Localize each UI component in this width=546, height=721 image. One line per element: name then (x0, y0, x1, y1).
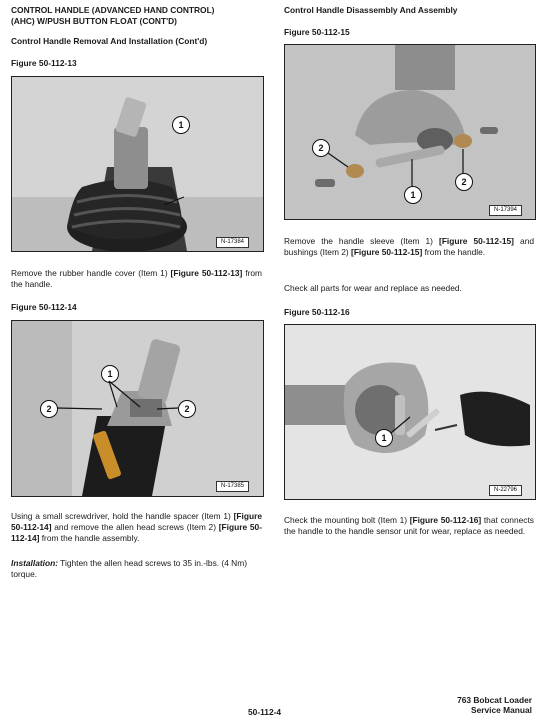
figure-reference: [Figure 50-112-15] (439, 236, 514, 246)
figure-14-id: N-17385 (216, 481, 249, 492)
installation-label: Installation: (11, 558, 58, 568)
figure-reference: [Figure 50-112-13] (170, 268, 243, 278)
callout-2-left: 2 (40, 400, 58, 418)
paragraph-hold-spacer: Using a small screwdriver, hold the handle spacer (Item 1) [Figure 50-112-14] and remove the allen head screws (Item 2) [Figure 50-112-14] from the handle assembly. (11, 511, 263, 543)
paragraph-check-bolt: Check the mounting bolt (Item 1) [Figure 50-112-16] that connects the handle to the handle sensor unit for wear, replace as needed. (284, 515, 534, 536)
callout-1: 1 (375, 429, 393, 447)
figure-16-photo (284, 324, 536, 500)
callout-1: 1 (172, 116, 190, 134)
paragraph-remove-cover: Remove the rubber handle cover (Item 1) [Figure 50-112-13] from the handle. (11, 268, 263, 289)
figure-reference: [Figure 50-112-16] (409, 515, 482, 525)
figure-13-photo (11, 76, 264, 252)
manual-title-line1: 763 Bobcat Loader (457, 695, 532, 705)
callout-leader-lines (285, 45, 535, 219)
callout-2-right: 2 (178, 400, 196, 418)
callout-2-left: 2 (312, 139, 330, 157)
figure-15-photo (284, 44, 536, 220)
figure-15-caption: Figure 50-112-15 (284, 27, 350, 37)
left-subtitle: Control Handle Removal And Installation (Cont'd) (11, 36, 208, 46)
figure-13-caption: Figure 50-112-13 (11, 58, 77, 68)
figure-15-id: N-17394 (489, 205, 522, 216)
figure-14-caption: Figure 50-112-14 (11, 302, 77, 312)
figure-reference: [Figure 50-112-14] (11, 522, 263, 543)
callout-leader-lines (12, 321, 263, 496)
paragraph-remove-sleeve: Remove the handle sleeve (Item 1) [Figure 50-112-15] and bushings (Item 2) [Figure 50-112-15] from the handle. (284, 236, 535, 257)
figure-14-photo (11, 320, 264, 497)
callout-leader-lines (285, 325, 535, 499)
page-number: 50-112-4 (248, 707, 282, 717)
figure-16-caption: Figure 50-112-16 (284, 307, 350, 317)
figure-16-id: N-22796 (489, 485, 522, 496)
section-title-line2: (AHC) W/PUSH BUTTON FLOAT (CONT'D) (11, 16, 177, 26)
figure-reference: [Figure 50-112-14] (11, 511, 262, 532)
section-title-line1: CONTROL HANDLE (ADVANCED HAND CONTROL) (11, 5, 215, 15)
manual-title-line2: Service Manual (471, 705, 532, 715)
callout-1: 1 (404, 186, 422, 204)
figure-13-id: N-17384 (216, 237, 249, 248)
callout-2-right: 2 (455, 173, 473, 191)
paragraph-installation: Installation: Tighten the allen head screws to 35 in.-lbs. (4 Nm) torque. (11, 558, 247, 579)
manual-title (457, 695, 532, 715)
right-subtitle: Control Handle Disassembly And Assembly (284, 5, 458, 15)
figure-reference: [Figure 50-112-15] (351, 247, 423, 257)
section-title (11, 5, 281, 27)
handle-cover-illustration (12, 77, 263, 251)
callout-1: 1 (101, 365, 119, 383)
paragraph-check-parts: Check all parts for wear and replace as needed. (284, 283, 462, 293)
